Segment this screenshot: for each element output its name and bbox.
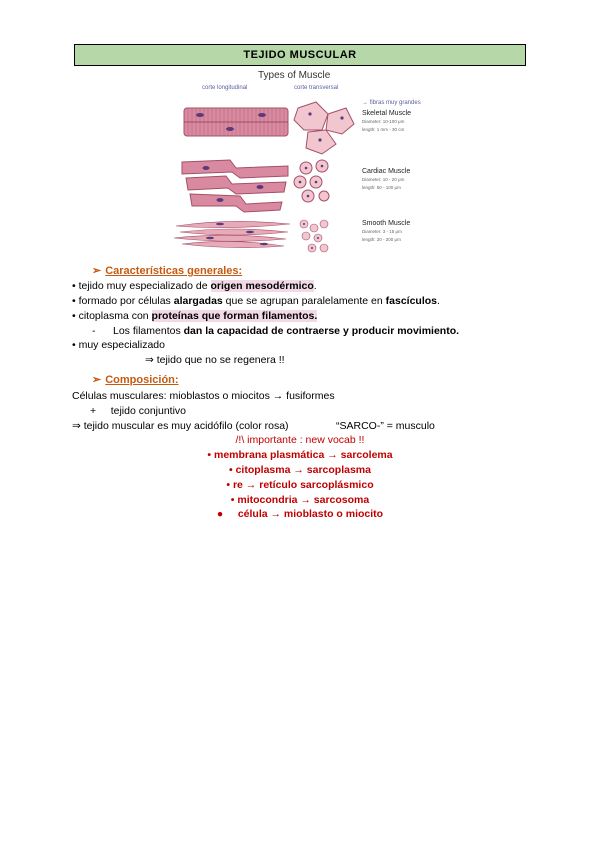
skeletal-diameter: Diameter: 10-100 μm <box>362 119 405 124</box>
comp-line-3a: ⇒ tejido muscular es muy acidófilo (color rosa) <box>72 420 289 432</box>
comp-line-3b: “SARCO-” = musculo <box>336 420 435 432</box>
char-line-3 <box>72 310 317 323</box>
smooth-cross-drawing <box>300 220 328 252</box>
skeletal-longitudinal-drawing <box>184 108 288 136</box>
skeletal-name: Skeletal Muscle <box>362 110 412 117</box>
char-line-1-a: • tejido muy especializado de <box>72 280 211 292</box>
heading-caracteristicas <box>92 264 242 277</box>
arrow-bullet-icon: ➢ <box>92 265 102 277</box>
char-line-4-a: - Los filamentos <box>92 325 184 337</box>
char-line-2-c: que se agrupan paralelamente en <box>222 295 386 307</box>
cardiac-cross-drawing <box>294 160 329 202</box>
vocab-item: ● célula → mioblasto o miocito <box>216 508 384 520</box>
cardiac-label <box>362 168 410 192</box>
comp-line-2: + tejido conjuntivo <box>90 405 187 417</box>
char-line-2 <box>72 295 440 308</box>
figure-title: Types of Muscle <box>258 70 331 81</box>
arrow-bullet-icon: ➢ <box>92 374 102 386</box>
vocab-item: • membrana plasmática → sarcolema <box>207 449 393 461</box>
cardiac-longitudinal-drawing <box>182 160 288 212</box>
char-line-2-bold-2: fascículos <box>385 295 437 307</box>
char-line-1-c: . <box>313 280 317 292</box>
vocab-item: • citoplasma → sarcoplasma <box>229 464 371 476</box>
char-line-4-bold: dan la capacidad de contraerse y producir movimiento. <box>183 325 460 337</box>
vocab-item: • re → retículo sarcoplásmico <box>226 479 374 491</box>
char-line-4 <box>92 325 459 338</box>
smooth-name: Smooth Muscle <box>362 220 411 227</box>
vocab-item: • mitocondria → sarcosoma <box>230 494 370 506</box>
char-line-1-highlight: origen mesodérmico <box>210 280 314 292</box>
label-fibras-note: → fibras muy grandes <box>362 100 421 106</box>
smooth-label <box>362 220 410 244</box>
skeletal-label <box>362 110 411 134</box>
char-line-3-a: • citoplasma con <box>72 310 152 322</box>
char-line-6: ⇒ tejido que no se regenera !! <box>145 354 285 366</box>
smooth-longitudinal-drawing <box>174 221 290 247</box>
smooth-diameter: Diameter: 3 - 15 μm <box>362 229 402 234</box>
skeletal-length: length: 1 mm - 30 cm <box>362 127 405 132</box>
heading-caracteristicas-text: Características generales: <box>105 265 243 277</box>
page-title: TEJIDO MUSCULAR <box>74 44 526 66</box>
cardiac-diameter: Diameter: 10 - 20 μm <box>362 177 405 182</box>
char-line-1 <box>72 280 317 293</box>
cardiac-name: Cardiac Muscle <box>362 168 411 175</box>
heading-composicion <box>92 373 179 386</box>
comp-line-1: Células musculares: mioblastos o miocitos → fusiformes <box>72 390 335 402</box>
label-corte-longitudinal: corte longitudinal <box>202 85 248 91</box>
cardiac-length: length: 50 - 100 μm <box>362 185 401 190</box>
label-corte-transversal: corte transversal <box>294 85 339 91</box>
char-line-5: • muy especializado <box>72 339 165 351</box>
heading-composicion-text: Composición: <box>105 374 179 386</box>
vocab-note: /!\ importante : new vocab !! <box>235 434 365 446</box>
muscle-types-figure <box>170 68 440 256</box>
char-line-2-e: . <box>437 295 440 307</box>
skeletal-cross-drawing <box>294 102 354 154</box>
char-line-2-bold-1: alargadas <box>173 295 223 307</box>
char-line-2-a: • formado por células <box>72 295 174 307</box>
char-line-3-highlight: proteínas que forman filamentos. <box>151 310 318 322</box>
smooth-length: length: 20 - 200 μm <box>362 237 401 242</box>
